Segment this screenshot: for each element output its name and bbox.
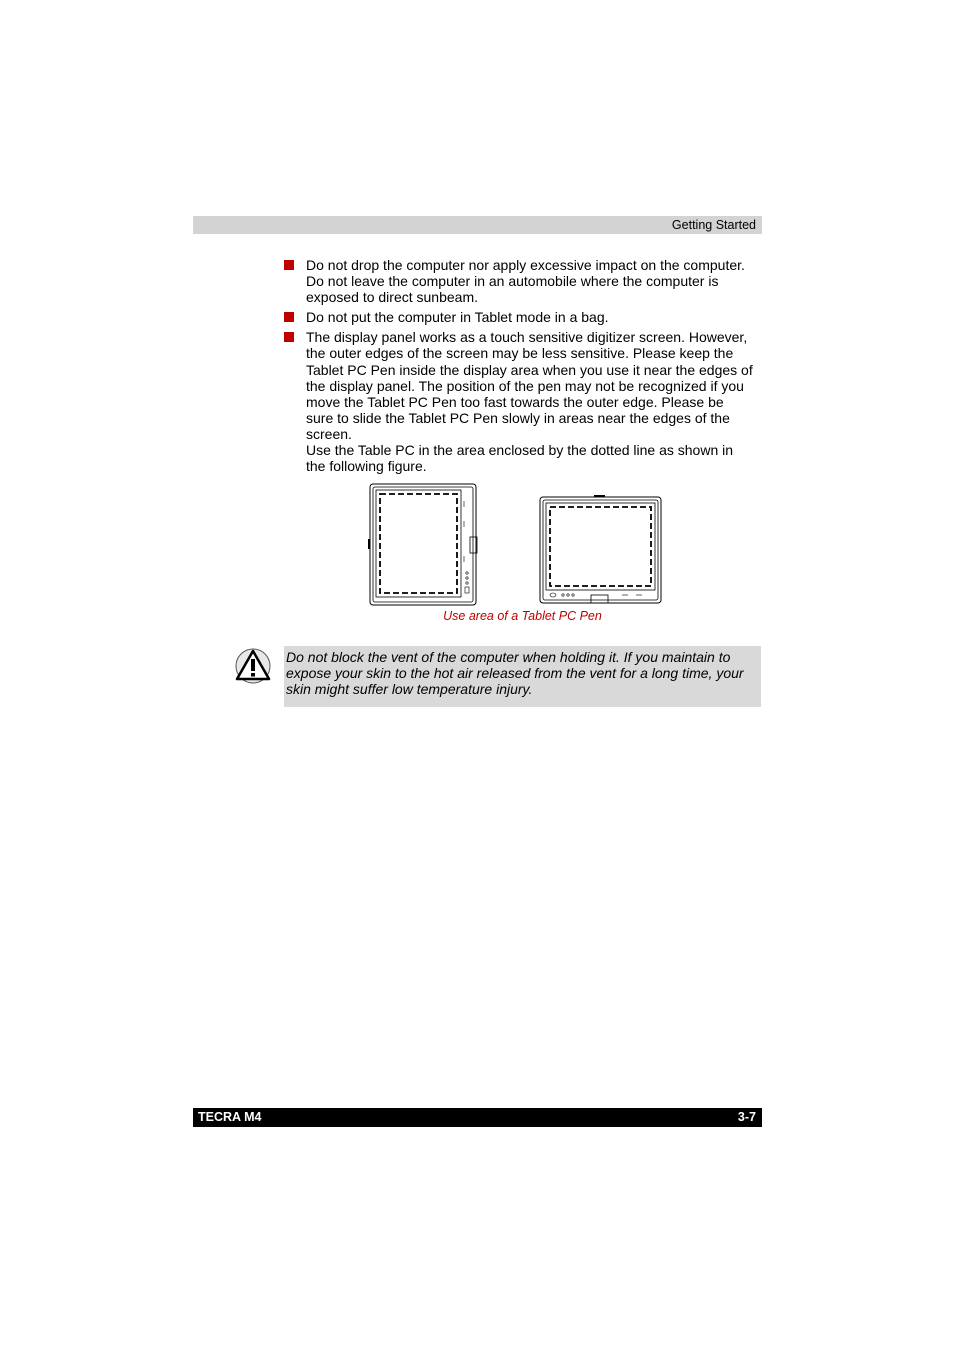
text-line: Do not drop the computer nor apply excessive impact on the computer.: [306, 257, 745, 273]
text-line: sure to slide the Tablet PC Pen slowly in areas near the edges of the: [306, 409, 730, 426]
text-line: Do not put the computer in Tablet mode in a bag.: [306, 309, 609, 326]
tablet-landscape-icon: [540, 495, 661, 603]
text-line: the following figure.: [306, 458, 427, 475]
text-line: the outer edges of the screen may be less sensitive. Please keep the: [306, 345, 734, 362]
tablet-use-area-figure: [366, 481, 666, 609]
bullet-square-icon: [284, 312, 294, 322]
text-line: move the Tablet PC Pen too fast towards the outer edge. Please be: [306, 393, 724, 410]
bullet-square-icon: [284, 332, 294, 342]
page-footer-bar: [193, 1108, 762, 1127]
text-line: expose your skin to the hot air released from the vent for a long time, your: [286, 665, 744, 682]
warning-triangle-icon: [234, 647, 272, 685]
figure-caption: Use area of a Tablet PC Pen: [443, 609, 602, 623]
text-line: exposed to direct sunbeam.: [306, 289, 478, 306]
text-line: the display panel. The position of the pen may not be recognized if you: [306, 377, 744, 394]
list-item: [283, 329, 763, 474]
bullet-square-icon: [284, 260, 294, 270]
list-item: [283, 309, 763, 325]
list-item: [283, 257, 763, 305]
model-name: TECRA M4: [198, 1110, 262, 1124]
tablet-portrait-icon: [368, 484, 477, 605]
text-line: The display panel works as a touch sensitive digitizer screen. However,: [306, 329, 748, 346]
page-header-bar: [193, 216, 762, 234]
section-title: Getting Started: [671, 218, 756, 232]
text-line: screen.: [306, 425, 352, 442]
text-line: Do not leave the computer in an automobile where the computer is: [306, 273, 719, 290]
page-number: 3-7: [737, 1110, 756, 1124]
text-line: Do not block the vent of the computer when holding it. If you maintain to: [286, 649, 731, 665]
caution-note: [284, 646, 761, 707]
text-line: skin might suffer low temperature injury.: [286, 681, 533, 698]
text-line: Use the Table PC in the area enclosed by the dotted line as shown in: [306, 442, 734, 459]
precaution-list: [283, 257, 763, 478]
text-line: Tablet PC Pen inside the display area when you use it near the edges of: [306, 361, 753, 378]
